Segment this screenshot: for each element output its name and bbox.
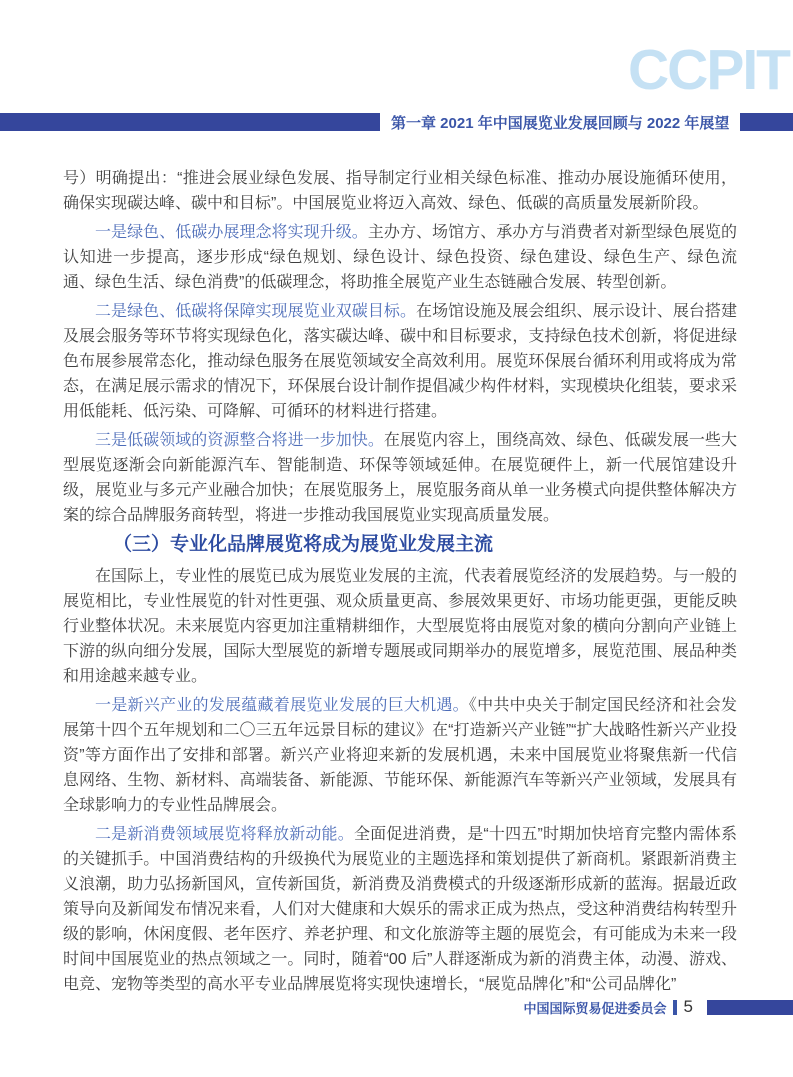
paragraph <box>63 299 737 424</box>
paragraph <box>63 822 737 997</box>
paragraph-text: 在国际上，专业性的展览已成为展览业发展的主流，代表着展览经济的发展趋势。与一般的展览相比，专业性展览的针对性更强、观众质量更高、参展效果更好、市场功能更强，更能反映行业整体状况。未来展览内容更加注重精耕细作，大型展览将由展览对象的横向分割向产业链上下游的纵向细分发展，国际大型展览的新增专题展或同期举办的展览增多，展览范围、展品种类和用途越来越专业。 <box>63 568 737 685</box>
paragraph <box>63 428 737 528</box>
paragraph-text: 号）明确提出：“推进会展业绿色发展、指导制定行业相关绿色标准、推动办展设施循环使用，确保实现碳达峰、碳中和目标”。中国展览业将迈入高效、绿色、低碳的高质量发展新阶段。 <box>63 170 737 212</box>
paragraph-text: 全面促进消费，是“十四五”时期加快培育完整内需体系的关键抓手。中国消费结构的升级换代为展览业的主题选择和策划提供了新商机。紧跟新消费主义浪潮，助力弘扬新国风，宣传新国货，新消费及消费模式的升级逐渐形成新的蓝海。据最近政策导向及新闻发布情况来看，人们对大健康和大娱乐的需求正成为热点，受这种消费结构转型升级的影响，休闲度假、老年医疗、养老护理、和文化旅游等主题的展览会，有可能成为未来一段时间中国展览业的热点领域之一。同时，随着“00 后”人群逐渐成为新的消费主体，动漫、游戏、电竞、宠物等类型的高水平专业品牌展览将实现快速增长，“展览品牌化”和“公司品牌化” <box>63 826 737 993</box>
lead-sentence: 二是绿色、低碳将保障实现展览业双碳目标。 <box>95 303 417 320</box>
section-heading: （三）专业化品牌展览将成为展览业发展主流 <box>113 534 494 555</box>
lead-sentence: 一是绿色、低碳办展理念将实现升级。 <box>95 224 368 241</box>
lead-sentence: 二是新消费领域展览将释放新动能。 <box>95 826 354 843</box>
header-bar-left <box>0 113 380 131</box>
paragraph <box>63 564 737 689</box>
lead-sentence: 三是低碳领域的资源整合将进一步加快。 <box>95 432 384 449</box>
chapter-title: 第一章 2021 年中国展览业发展回顾与 2022 年展望 <box>391 114 730 132</box>
paragraph <box>63 693 737 818</box>
footer-organization: 中国国际贸易促进委员会 <box>523 1000 667 1016</box>
chapter-header <box>0 113 793 131</box>
paragraph-text: 在展览内容上，围绕高效、绿色、低碳发展一些大型展览逐渐会向新能源汽车、智能制造、环保等领域延伸。在展览硬件上，新一代展馆建设升级，展览业与多元产业融合加快；在展览服务上，展览服务商从单一业务模式向提供整体解决方案的综合品牌服务商转型，将进一步推动我国展览业实现高质量发展。 <box>63 432 737 524</box>
paragraph <box>63 220 737 295</box>
paragraph-text: 《中共中央关于制定国民经济和社会发展第十四个五年规划和二〇三五年远景目标的建议》在“打造新兴产业链”“扩大战略性新兴产业投资”等方面作出了安排和部署。新兴产业将迎来新的发展机遇，未来中国展览业将聚焦新一代信息网络、生物、新材料、高端装备、新能源、节能环保、新能源汽车等新兴产业领域，发展具有全球影响力的专业性品牌展会。 <box>63 697 737 814</box>
page-body <box>63 162 737 1001</box>
page-footer <box>0 999 793 1015</box>
ccpit-logo: CCPIT <box>628 38 789 102</box>
paragraph-text: 主办方、场馆方、承办方与消费者对新型绿色展览的认知进一步提高，逐步形成“绿色规划、绿色设计、绿色投资、绿色建设、绿色生产、绿色流通、绿色生活、绿色消费”的低碳理念，将助推全展览产业生态链融合发展、转型创新。 <box>63 224 737 291</box>
header-bar-right <box>740 113 793 131</box>
footer-separator-bar <box>673 1000 677 1015</box>
paragraph-text: 在场馆设施及展会组织、展示设计、展台搭建及展会服务等环节将实现绿色化，落实碳达峰、碳中和目标要求，支持绿色技术创新，将促进绿色布展参展常态化，推动绿色服务在展览领域安全高效利用。展览环保展台循环利用或将成为常态，在满足展示需求的情况下，环保展台设计制作提倡减少构件材料，实现模块化组装，要求采用低能耗、低污染、可降解、可循环的材料进行搭建。 <box>63 303 737 420</box>
paragraph-continuation <box>63 166 737 216</box>
footer-edge-bar <box>707 1000 793 1015</box>
page-number: 5 <box>683 997 693 1016</box>
lead-sentence: 一是新兴产业的发展蕴藏着展览业发展的巨大机遇。 <box>95 697 469 714</box>
